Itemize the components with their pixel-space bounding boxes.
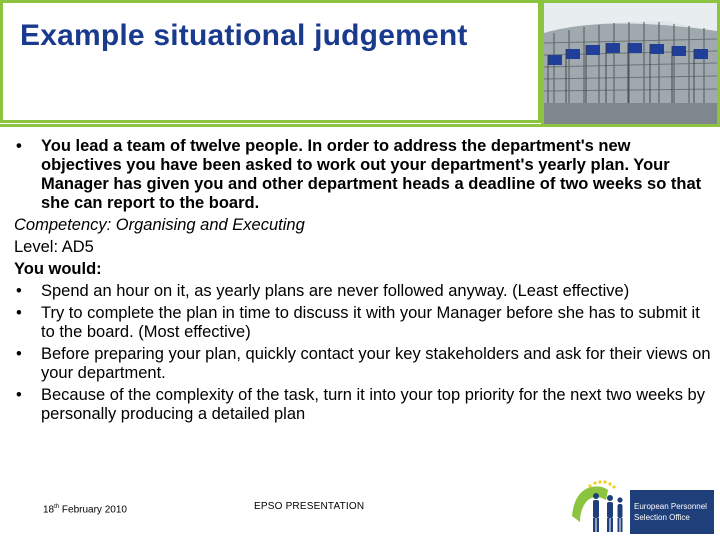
footer-date-suffix: th	[54, 504, 60, 510]
option-item: • Try to complete the plan in time to discuss it with your Manager before she has to submit it to the board. (Most effective)	[14, 304, 714, 342]
prompt-text: You would:	[14, 260, 102, 278]
slide-body	[14, 137, 714, 424]
footer-date	[43, 504, 127, 515]
logo-line1: European Personnel	[634, 502, 707, 511]
footer-presentation-label: EPSO PRESENTATION	[254, 501, 365, 512]
level-text: Level: AD5	[14, 238, 94, 256]
option-item: • Spend an hour on it, as yearly plans are never followed anyway. (Least effective)	[14, 282, 714, 301]
header-divider	[0, 124, 720, 127]
epso-logo	[566, 476, 716, 536]
footer-date-day: 18	[43, 504, 55, 516]
option-item: • Before preparing your plan, quickly contact your key stakeholders and ask for their views on your department.	[14, 345, 714, 383]
competency-text: Competency: Organising and Executing	[14, 216, 305, 234]
logo-line2: Selection Office	[634, 513, 690, 522]
epso-logo-icon	[566, 476, 716, 536]
scenario-text: • You lead a team of twelve people. In order to address the department's new objectives you have been asked to work out your department's yearly plan. Your Manager has given you and other department heads a deadline of two weeks so that she can report to the board.	[14, 137, 714, 213]
footer-date-rest: February 2010	[61, 504, 127, 516]
building-image	[544, 3, 717, 124]
eu-building-photo	[541, 0, 720, 127]
title-box	[0, 0, 541, 123]
option-item: • Because of the complexity of the task, turn it into your top priority for the next two weeks by personally producing a detailed plan	[14, 386, 714, 424]
slide-title: Example situational judgement	[20, 19, 468, 52]
